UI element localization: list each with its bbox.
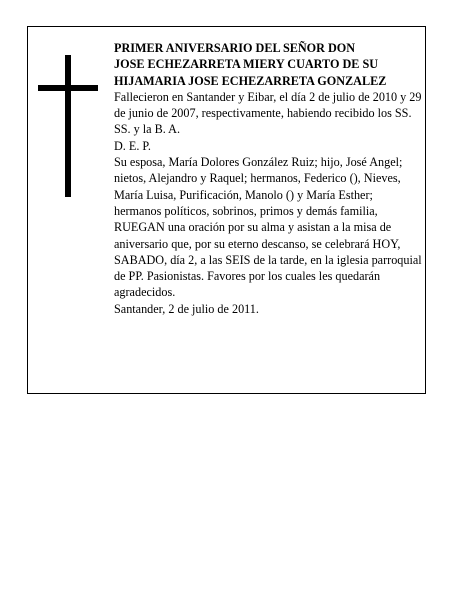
notice-title-line-2: JOSE ECHEZARRETA MIERY CUARTO DE SU: [114, 57, 379, 72]
family-paragraph: Su esposa, María Dolores González Ruiz; hijo, José Angel; nietos, Alejandro y Raquel; hermanos, Federico (), Nieves, María Luisa, Purificación, Manolo () y María Esther; hermanos políticos, sobrinos, primos y demás familia,: [114, 155, 403, 218]
death-details-paragraph: Fallecieron en Santander y Eibar, el día 2 de julio de 2010 y 29 de junio de 2007, respectivamente, habiendo recibido los SS. SS. y la B. A.: [114, 89, 422, 137]
cross-vertical-bar: [65, 55, 71, 197]
notice-text: [114, 40, 422, 317]
mass-invitation-paragraph: RUEGAN una oración por su alma y asistan a la misa de aniversario que, por su eterno descanso, se celebrará HOY, SABADO, día 2, a las SEIS de la tarde, en la iglesia parroquial de PP. Pasionistas. Favores por los cuales les quedarán agradecidos.: [114, 220, 422, 300]
cross-horizontal-bar: [38, 85, 98, 91]
cross-icon: [38, 55, 98, 197]
place-date-line: Santander, 2 de julio de 2011.: [114, 301, 259, 316]
dep-line: D. E. P.: [114, 138, 151, 153]
notice-title-line-3: HIJAMARIA JOSE ECHEZARRETA GONZALEZ: [114, 73, 387, 88]
notice-title-line-1: PRIMER ANIVERSARIO DEL SEÑOR DON: [114, 41, 356, 55]
